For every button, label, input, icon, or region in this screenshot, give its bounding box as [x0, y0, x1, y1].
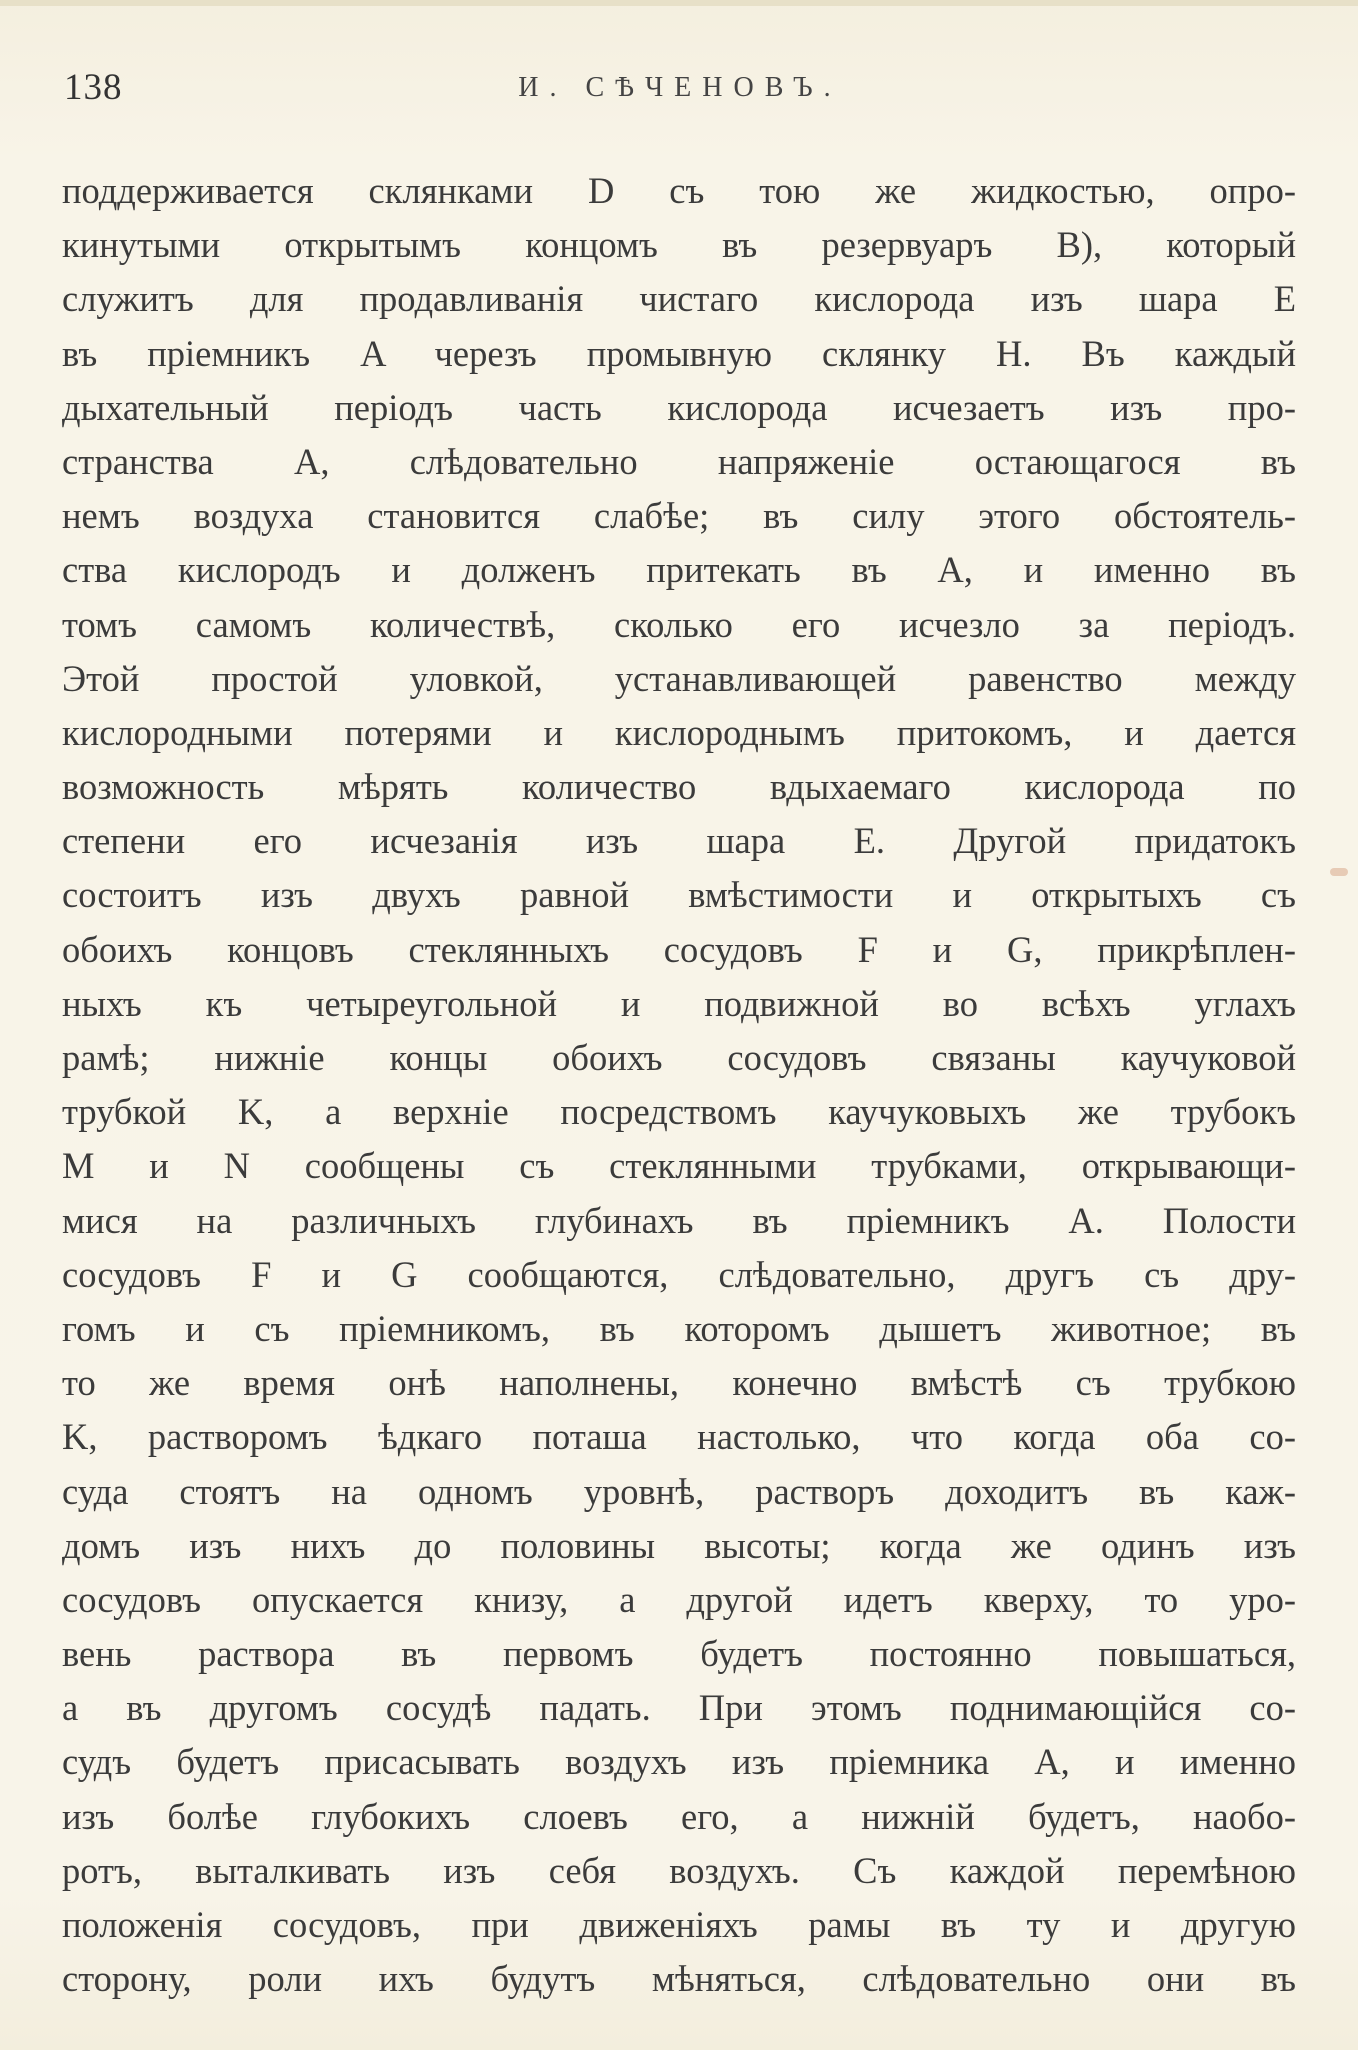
- text-line: домъ изъ нихъ до половины высоты; когда же одинъ изъ: [62, 1524, 1296, 1566]
- text-line: гомъ и съ пріемникомъ, въ которомъ дышетъ животное; въ: [62, 1307, 1296, 1349]
- text-line: суда стоятъ на одномъ уровнѣ, растворъ доходитъ въ каж-: [62, 1470, 1296, 1512]
- text-line: трубкой K, а верхніе посредствомъ каучуковыхъ же трубокъ: [62, 1091, 1296, 1133]
- paper-stain-mark: [1330, 868, 1348, 876]
- text-line: томъ самомъ количествѣ, сколько его исчезло за періодъ.: [62, 603, 1296, 645]
- text-line: сосудовъ F и G сообщаются, слѣдовательно, другъ съ дру-: [62, 1253, 1296, 1295]
- text-line: странства A, слѣдовательно напряженіе остающагося въ: [62, 440, 1296, 482]
- page-number: 138: [64, 67, 123, 108]
- text-line: M и N сообщены съ стеклянными трубками, открывающи-: [62, 1145, 1296, 1187]
- text-line: вень раствора въ первомъ будетъ постоянно повышаться,: [62, 1633, 1296, 1675]
- text-line: положенія сосудовъ, при движеніяхъ рамы въ ту и другую: [62, 1904, 1296, 1945]
- text-line: то же время онѣ наполнены, конечно вмѣстѣ съ трубкою: [62, 1362, 1296, 1404]
- text-line: а въ другомъ сосудѣ падать. При этомъ поднимающійся со-: [62, 1687, 1296, 1729]
- text-line: состоитъ изъ двухъ равной вмѣстимости и открытыхъ съ: [62, 874, 1296, 916]
- text-line: кислородными потерями и кислороднымъ притокомъ, и дается: [62, 711, 1296, 753]
- running-title: И. СѢЧЕНОВЪ.: [518, 72, 842, 103]
- text-line: ротъ, выталкивать изъ себя воздухъ. Съ каждой перемѣною: [62, 1849, 1296, 1891]
- text-line: сторону, роли ихъ будутъ мѣняться, слѣдовательно они въ: [62, 1958, 1296, 2000]
- text-line: степени его исчезанія изъ шара E. Другой придатокъ: [62, 820, 1296, 862]
- text-line: поддерживается склянками D съ тою же жидкостью, опро-: [62, 170, 1296, 211]
- text-line: мися на различныхъ глубинахъ въ пріемникъ A. Полости: [62, 1199, 1296, 1241]
- text-line: кинутыми открытымъ концомъ въ резервуаръ B), который: [62, 224, 1296, 266]
- body-text: [62, 164, 1296, 2006]
- text-line: изъ болѣе глубокихъ слоевъ его, а нижній будетъ, наобо-: [62, 1795, 1296, 1837]
- page-top-edge: [0, 0, 1358, 6]
- text-line: въ пріемникъ A черезъ промывную склянку H. Въ каждый: [62, 332, 1296, 374]
- page-header: [64, 66, 1296, 116]
- text-line: рамѣ; нижніе концы обоихъ сосудовъ связаны каучуковой: [62, 1037, 1296, 1078]
- text-line: ства кислородъ и долженъ притекать въ A, и именно въ: [62, 549, 1296, 591]
- text-line: служитъ для продавливанія чистаго кислорода изъ шара E: [62, 278, 1296, 320]
- text-line: дыхательный періодъ часть кислорода исчезаетъ изъ про-: [62, 386, 1296, 428]
- text-line: сосудовъ опускается книзу, а другой идетъ кверху, то уро-: [62, 1578, 1296, 1620]
- text-line: ныхъ къ четыреугольной и подвижной во всѣхъ углахъ: [62, 982, 1296, 1024]
- text-line: K, растворомъ ѣдкаго поташа настолько, что когда оба со-: [62, 1416, 1296, 1458]
- text-line: судъ будетъ присасывать воздухъ изъ пріемника A, и именно: [62, 1741, 1296, 1783]
- text-line: немъ воздуха становится слабѣе; въ силу этого обстоятель-: [62, 495, 1296, 537]
- text-line: возможность мѣрять количество вдыхаемаго кислорода по: [62, 766, 1296, 808]
- text-line: обоихъ концовъ стеклянныхъ сосудовъ F и G, прикрѣплен-: [62, 928, 1296, 970]
- text-line: Этой простой уловкой, устанавливающей равенство между: [62, 657, 1296, 699]
